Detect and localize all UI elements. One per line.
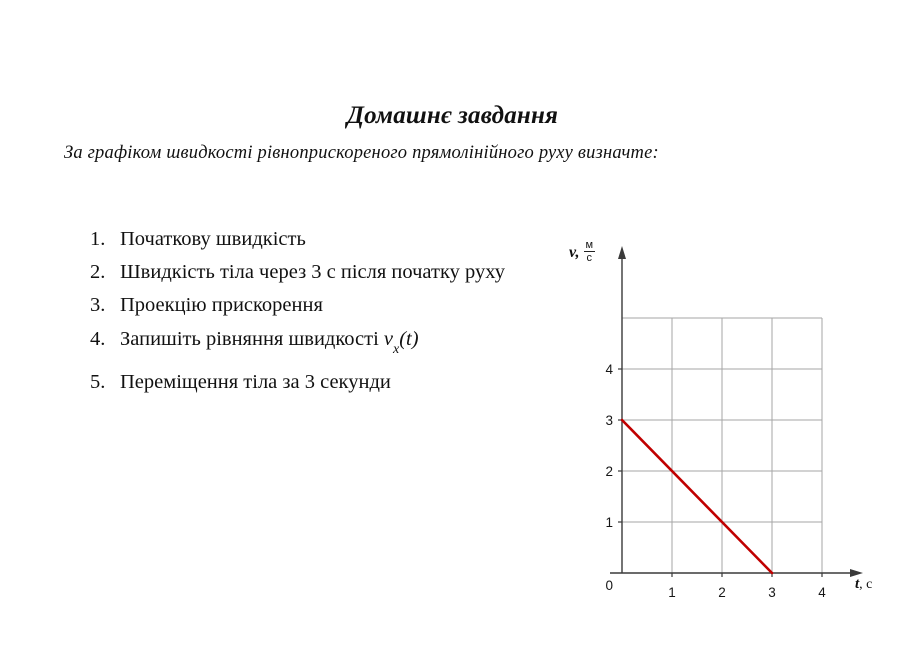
svg-text:2: 2 [605, 464, 613, 479]
task-item [90, 257, 524, 288]
y-axis-unit-denominator: с [586, 252, 593, 265]
task-text [120, 324, 524, 357]
svg-text:4: 4 [605, 362, 613, 377]
y-axis-unit-numerator: м [585, 239, 594, 251]
svg-text:1: 1 [605, 515, 613, 530]
task-text: Проекцію прискорення [120, 293, 323, 316]
page-subtitle: За графіком швидкості рівноприскореного прямолінійного руху визначте: [64, 143, 659, 163]
svg-text:3: 3 [768, 585, 776, 600]
svg-text:3: 3 [605, 413, 613, 428]
x-axis-label-unit: , с [859, 577, 873, 592]
task-number: 4. [90, 328, 106, 351]
y-axis-label-var: v, [569, 243, 580, 261]
task-item [90, 224, 524, 255]
x-axis-label-var: t [855, 576, 860, 592]
task-text: Початкову швидкість [120, 228, 306, 250]
task-number: 1. [90, 228, 106, 250]
math-argument: (t) [399, 328, 419, 351]
velocity-time-chart-svg [555, 238, 895, 628]
math-velocity-var: v [383, 328, 394, 351]
task-item [90, 290, 524, 321]
task-number: 5. [90, 371, 106, 394]
svg-text:2: 2 [718, 585, 726, 600]
page-title: Домашнє завдання [346, 102, 559, 129]
task-list [90, 224, 524, 400]
math-subscript-x: x [393, 342, 400, 358]
svg-text:0: 0 [605, 578, 613, 593]
x-axis-label [855, 576, 872, 593]
svg-text:1: 1 [668, 585, 676, 600]
task-text-part: Запишіть рівняння швидкості [120, 328, 384, 351]
velocity-time-chart [555, 238, 895, 628]
y-axis-unit-fraction [584, 239, 596, 264]
task-text: Переміщення тіла за 3 секунди [120, 371, 391, 394]
svg-text:4: 4 [818, 585, 826, 600]
task-item [90, 324, 524, 357]
task-number: 2. [90, 260, 106, 283]
y-axis-label [569, 240, 595, 265]
task-number: 3. [90, 293, 106, 316]
task-text: Швидкість тіла через 3 с після початку руху [120, 260, 505, 283]
task-item [90, 367, 524, 398]
